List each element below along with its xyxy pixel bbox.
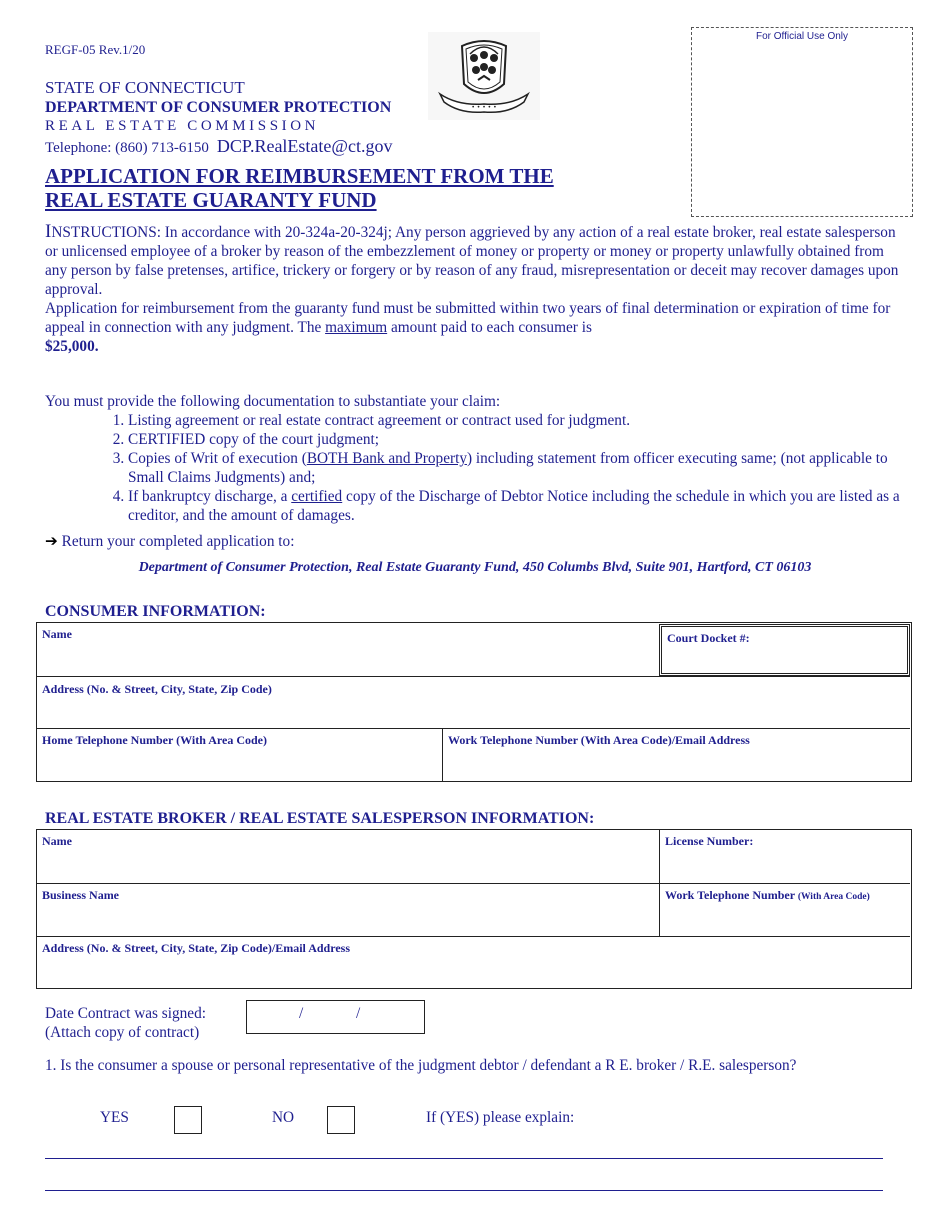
title-line-2: REAL ESTATE GUARANTY FUND xyxy=(45,188,377,212)
work-phone-email-field[interactable] xyxy=(443,729,910,781)
instructions xyxy=(45,222,905,356)
field-label: Address (No. & Street, City, State, Zip Code)/Email Address xyxy=(42,941,351,955)
home-phone-field[interactable] xyxy=(37,729,442,781)
license-number-field[interactable] xyxy=(660,830,910,883)
svg-text:• • • • •: • • • • • xyxy=(471,104,497,111)
broker-name-field[interactable] xyxy=(37,830,659,883)
contract-date-input[interactable] xyxy=(246,1000,425,1034)
arrow-right-icon: ➔ xyxy=(45,532,58,550)
no-checkbox[interactable] xyxy=(327,1106,355,1134)
field-label: Business Name xyxy=(42,888,120,902)
field-label: Name xyxy=(42,627,72,641)
field-label: Address (No. & Street, City, State, Zip Code) xyxy=(42,682,272,696)
title-line-1: APPLICATION FOR REIMBURSEMENT FROM THE xyxy=(45,164,554,188)
commission-name: REAL ESTATE COMMISSION xyxy=(45,118,320,134)
broker-section-heading: REAL ESTATE BROKER / REAL ESTATE SALESPERSON INFORMATION: xyxy=(45,810,595,827)
form-title xyxy=(45,164,554,212)
telephone: Telephone: (860) 713-6150 xyxy=(45,140,209,156)
return-text: Return your completed application to: xyxy=(61,533,295,550)
yes-checkbox[interactable] xyxy=(174,1106,202,1134)
department-name: DEPARTMENT OF CONSUMER PROTECTION xyxy=(45,99,392,116)
court-docket-field[interactable] xyxy=(659,624,910,676)
field-label: Work Telephone Number (With Area Code)/Email Address xyxy=(448,733,750,747)
contact-line xyxy=(45,136,392,157)
contract-date-label: Date Contract was signed: (Attach copy of contract) xyxy=(45,1005,206,1041)
field-label: Home Telephone Number (With Area Code) xyxy=(42,733,268,747)
instructions-paragraph-2: Application for reimbursement from the guaranty fund must be submitted within two years of final determination or expiration of time for appeal in connection with any judgment. The maximum amount paid to each consumer is xyxy=(45,300,891,336)
consumer-info-table xyxy=(36,622,912,782)
return-address: Department of Consumer Protection, Real Estate Guaranty Fund, 450 Columbs Blvd, Suite 901, Hartford, CT 06103 xyxy=(138,560,812,575)
question-1: 1. Is the consumer a spouse or personal representative of the judgment debtor / defendant a R E. broker / R.E. salesperson? xyxy=(45,1057,797,1074)
yes-label: YES xyxy=(100,1109,129,1126)
state-name: STATE OF CONNECTICUT xyxy=(45,78,245,97)
official-use-box xyxy=(691,27,913,217)
official-use-label: For Official Use Only xyxy=(755,31,849,42)
field-label: Name xyxy=(42,834,72,848)
documentation-intro: You must provide the following documentation to substantiate your claim: xyxy=(45,393,501,410)
list-item: 1. Listing agreement or real estate contract agreement or contract used for judgment. xyxy=(128,411,905,430)
consumer-name-field[interactable] xyxy=(37,623,657,676)
divider xyxy=(37,676,910,677)
explanation-line-1[interactable] xyxy=(45,1158,883,1159)
list-item: 2. CERTIFIED copy of the court judgment; xyxy=(128,430,905,449)
field-label: Court Docket #: xyxy=(667,631,750,645)
list-item: 3. Copies of Writ of execution (BOTH Bank and Property) including statement from officer executing same; (not applicable to Small Claims Judgments) and; xyxy=(128,449,905,487)
broker-address-email-field[interactable] xyxy=(37,937,910,987)
email-link[interactable]: DCP.RealEstate@ct.gov xyxy=(216,136,393,156)
consumer-address-field[interactable] xyxy=(37,678,910,728)
field-label: Work Telephone Number (With Area Code) xyxy=(665,888,870,902)
return-instruction xyxy=(45,532,294,551)
documentation-list xyxy=(45,392,905,525)
form-code: REGF-05 Rev.1/20 xyxy=(45,42,146,57)
max-amount: $25,000. xyxy=(45,338,99,355)
broker-info-table xyxy=(36,829,912,989)
explanation-line-2[interactable] xyxy=(45,1190,883,1191)
instructions-paragraph-1: INSTRUCTIONS: In accordance with 20-324a-20-324j; Any person aggrieved by any action of a real estate broker, real estate salesperson or unlicensed employee of a broker by reason of the embezzlement of money or property or money or property unlawfully obtained from any person by false pretenses, artifice, trickery or forgery or by reason of any fraud, misrepresentation or deceit may recover damages upon approval. xyxy=(45,221,899,298)
explain-label: If (YES) please explain: xyxy=(426,1109,575,1126)
field-label: License Number: xyxy=(665,834,754,848)
broker-work-phone-field[interactable] xyxy=(660,884,910,936)
date-separator: / xyxy=(356,1005,361,1022)
state-seal-icon xyxy=(428,32,540,120)
business-name-field[interactable] xyxy=(37,884,659,936)
no-label: NO xyxy=(272,1109,295,1126)
list-item: 4. If bankruptcy discharge, a certified copy of the Discharge of Debtor Notice including the schedule in which you are listed as a creditor, and the amount of damages. xyxy=(128,487,905,525)
date-separator: / xyxy=(299,1005,304,1022)
consumer-section-heading: CONSUMER INFORMATION: xyxy=(45,603,266,620)
